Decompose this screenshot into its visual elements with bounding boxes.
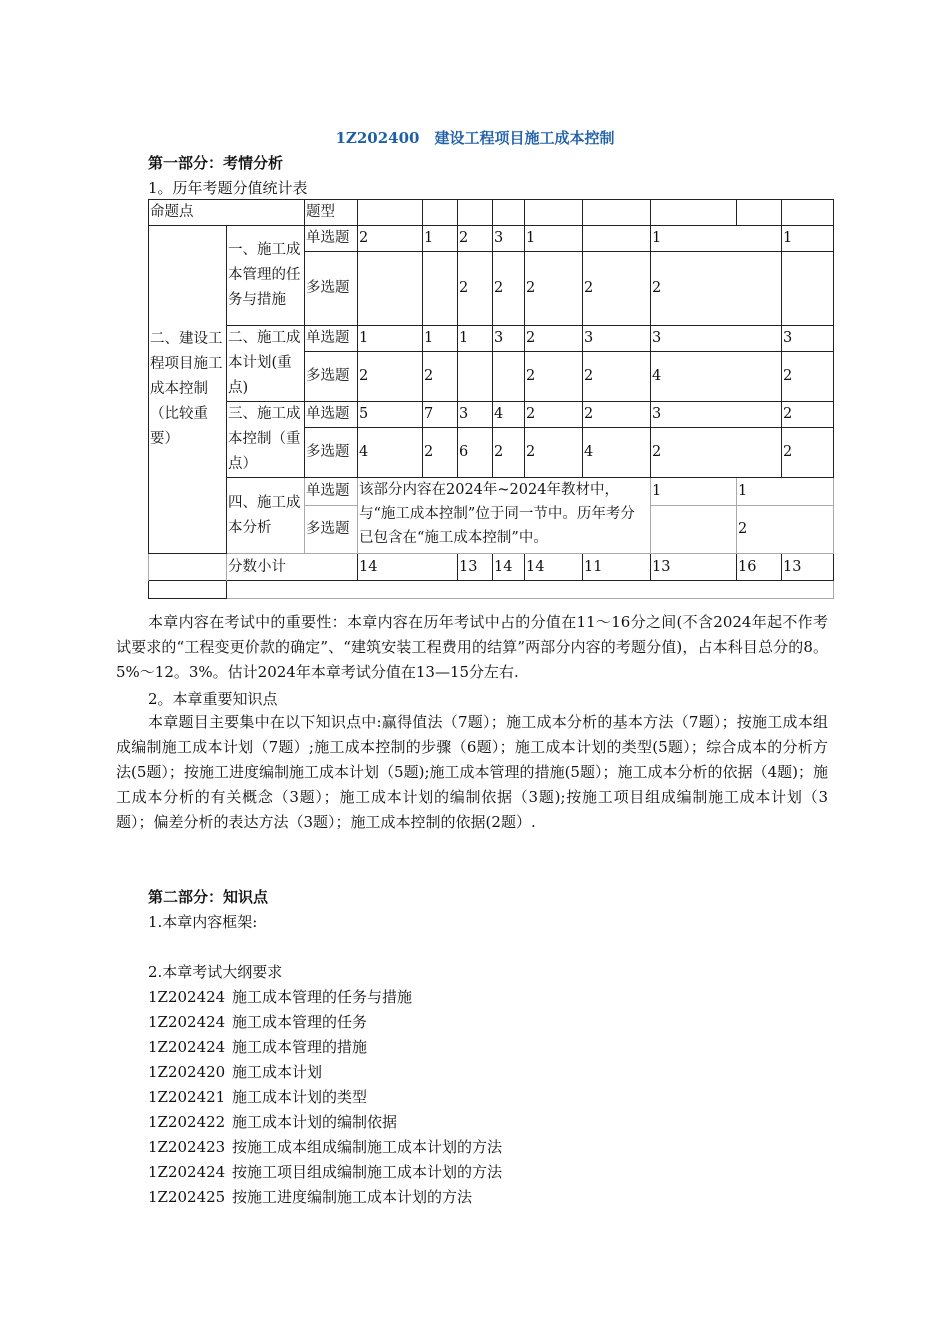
score-cell: 3 bbox=[458, 402, 493, 428]
subtotal-cell: 11 bbox=[583, 554, 651, 581]
outline-code: 1Z202421 bbox=[148, 1088, 226, 1106]
subtotal-cell: 14 bbox=[493, 554, 525, 581]
score-cell: 2 bbox=[358, 226, 423, 252]
outline-text: 按施工进度编制施工成本计划的方法 bbox=[232, 1188, 473, 1206]
score-cell: 2 bbox=[493, 428, 525, 478]
subtotal-cell: 13 bbox=[651, 554, 737, 581]
score-cell bbox=[358, 252, 423, 326]
score-cell: 2 bbox=[525, 402, 583, 428]
score-cell: 4 bbox=[651, 352, 782, 402]
knowledge-points-title: 2。本章重要知识点 bbox=[148, 690, 278, 708]
score-cell: 2 bbox=[493, 252, 525, 326]
part1-heading: 第一部分：考情分析 bbox=[148, 154, 284, 172]
score-cell: 1 bbox=[737, 478, 834, 506]
subtotal-cell: 14 bbox=[525, 554, 583, 581]
subtotal-cell: 13 bbox=[458, 554, 493, 581]
score-cell: 3 bbox=[782, 326, 834, 352]
score-cell: 4 bbox=[583, 428, 651, 478]
score-cell: 2 bbox=[651, 252, 782, 326]
score-cell: 2 bbox=[458, 252, 493, 326]
chapter-cell: 二、建设工程项目施工成本控制（比较重要） bbox=[149, 226, 227, 554]
score-cell: 1 bbox=[358, 326, 423, 352]
score-cell bbox=[423, 252, 458, 326]
outline-item bbox=[148, 1135, 502, 1160]
question-type: 多选题 bbox=[305, 252, 358, 326]
score-cell: 2 bbox=[358, 352, 423, 402]
score-cell: 2 bbox=[458, 226, 493, 252]
outline-text: 按施工项目组成编制施工成本计划的方法 bbox=[232, 1163, 503, 1181]
subtotal-cell: 16 bbox=[737, 554, 782, 581]
score-cell: 5 bbox=[358, 402, 423, 428]
outline-item bbox=[148, 985, 502, 1010]
question-type: 单选题 bbox=[305, 478, 358, 506]
section-name: 二、施工成本计划(重点) bbox=[227, 326, 305, 402]
knowledge-points-paragraph: 本章题目主要集中在以下知识点中:赢得值法（7题）；施工成本分析的基本方法（7题）；按施工成本组成编制施工成本计划（7题）;施工成本控制的步骤（6题）；施工成本计划的类型(5题）；综合成本的分析方法(5题）；按施工进度编制施工成本计划（5题);施工成本管理的措施(5题）；施工成本分析的依据（4题)；施工成本分析的有关概念（3题）；施工成本计划的编制依据（3题);按施工项目组成编制施工成本计划（3题）；偏差分析的表达方法（3题）；施工成本控制的依据(2题）. bbox=[116, 713, 828, 831]
score-cell: 3 bbox=[493, 326, 525, 352]
score-cell: 2 bbox=[583, 252, 651, 326]
part2-heading: 第二部分：知识点 bbox=[148, 888, 269, 906]
header-topic: 命题点 bbox=[149, 200, 305, 226]
outline-code: 1Z202424 bbox=[148, 1163, 226, 1181]
outline-code: 1Z202422 bbox=[148, 1113, 226, 1131]
score-cell: 1 bbox=[423, 326, 458, 352]
subtotal-cell: 14 bbox=[358, 554, 458, 581]
score-cell: 2 bbox=[525, 326, 583, 352]
score-cell: 6 bbox=[458, 428, 493, 478]
score-statistics-table bbox=[148, 199, 834, 599]
score-cell: 2 bbox=[782, 352, 834, 402]
subtotal-cell: 13 bbox=[782, 554, 834, 581]
outline-item bbox=[148, 1060, 502, 1085]
question-type: 单选题 bbox=[305, 226, 358, 252]
score-cell: 2 bbox=[583, 402, 651, 428]
score-cell bbox=[458, 352, 493, 402]
score-cell: 2 bbox=[782, 428, 834, 478]
page-title: 1Z202400 建设工程项目施工成本控制 bbox=[335, 129, 615, 147]
outline-text: 施工成本计划的编制依据 bbox=[232, 1113, 398, 1131]
section4-note: 该部分内容在2024年~2024年教材中，与“施工成本控制”位于同一节中。历年考分已包含在“施工成本控制”中。 bbox=[358, 478, 651, 554]
outline-item bbox=[148, 1185, 502, 1210]
table-caption: 1。历年考题分值统计表 bbox=[148, 179, 308, 197]
score-cell bbox=[493, 352, 525, 402]
outline-item bbox=[148, 1110, 502, 1135]
outline-text: 按施工成本组成编制施工成本计划的方法 bbox=[232, 1138, 503, 1156]
score-cell: 1 bbox=[525, 226, 583, 252]
outline-code: 1Z202424 bbox=[148, 988, 226, 1006]
importance-paragraph: 本章内容在考试中的重要性：本章内容在历年考试中占的分值在11～16分之间(不含2024年起不作考试要求的“工程变更价款的确定”、“建筑安装工程费用的结算”两部分内容的考题分值)，占本科目总分的8。5%～12。3%。估计2024年本章考试分值在13—15分左右. bbox=[116, 613, 828, 681]
score-cell: 1 bbox=[458, 326, 493, 352]
header-type: 题型 bbox=[305, 200, 358, 226]
score-cell bbox=[782, 252, 834, 326]
score-cell: 1 bbox=[651, 226, 782, 252]
score-cell bbox=[651, 506, 737, 554]
score-cell: 3 bbox=[651, 402, 782, 428]
score-cell: 3 bbox=[493, 226, 525, 252]
section-name: 一、施工成本管理的任务与措施 bbox=[227, 226, 305, 326]
outline-text: 施工成本管理的措施 bbox=[232, 1038, 368, 1056]
section-name: 四、施工成本分析 bbox=[227, 478, 305, 554]
score-cell: 2 bbox=[525, 428, 583, 478]
outline-code: 1Z202424 bbox=[148, 1038, 226, 1056]
score-cell: 3 bbox=[583, 326, 651, 352]
score-cell: 2 bbox=[525, 252, 583, 326]
outline-text: 施工成本管理的任务与措施 bbox=[232, 988, 413, 1006]
score-cell: 2 bbox=[525, 352, 583, 402]
exam-outline-list bbox=[148, 985, 502, 1210]
outline-text: 施工成本管理的任务 bbox=[232, 1013, 368, 1031]
outline-code: 1Z202425 bbox=[148, 1188, 226, 1206]
subtotal-label: 分数小计 bbox=[227, 554, 358, 581]
score-cell: 7 bbox=[423, 402, 458, 428]
outline-code: 1Z202424 bbox=[148, 1013, 226, 1031]
score-cell: 2 bbox=[583, 352, 651, 402]
score-cell: 1 bbox=[651, 478, 737, 506]
outline-text: 施工成本计划 bbox=[232, 1063, 323, 1081]
outline-item bbox=[148, 1085, 502, 1110]
score-cell: 2 bbox=[423, 352, 458, 402]
score-cell: 2 bbox=[782, 402, 834, 428]
question-type: 多选题 bbox=[305, 506, 358, 554]
outline-title: 2.本章考试大纲要求 bbox=[148, 963, 283, 981]
score-cell: 2 bbox=[737, 506, 834, 554]
outline-code: 1Z202420 bbox=[148, 1063, 226, 1081]
score-cell bbox=[583, 226, 651, 252]
outline-item bbox=[148, 1035, 502, 1060]
score-cell: 1 bbox=[423, 226, 458, 252]
outline-text: 施工成本计划的类型 bbox=[232, 1088, 368, 1106]
framework-line: 1.本章内容框架: bbox=[148, 913, 258, 931]
question-type: 单选题 bbox=[305, 326, 358, 352]
question-type: 单选题 bbox=[305, 402, 358, 428]
score-cell: 2 bbox=[651, 428, 782, 478]
section-name: 三、施工成本控制（重点） bbox=[227, 402, 305, 478]
outline-item bbox=[148, 1010, 502, 1035]
score-cell: 3 bbox=[651, 326, 782, 352]
score-cell: 1 bbox=[782, 226, 834, 252]
outline-item bbox=[148, 1160, 502, 1185]
score-cell: 4 bbox=[493, 402, 525, 428]
score-cell: 2 bbox=[423, 428, 458, 478]
question-type: 多选题 bbox=[305, 428, 358, 478]
score-cell: 4 bbox=[358, 428, 423, 478]
question-type: 多选题 bbox=[305, 352, 358, 402]
outline-code: 1Z202423 bbox=[148, 1138, 226, 1156]
